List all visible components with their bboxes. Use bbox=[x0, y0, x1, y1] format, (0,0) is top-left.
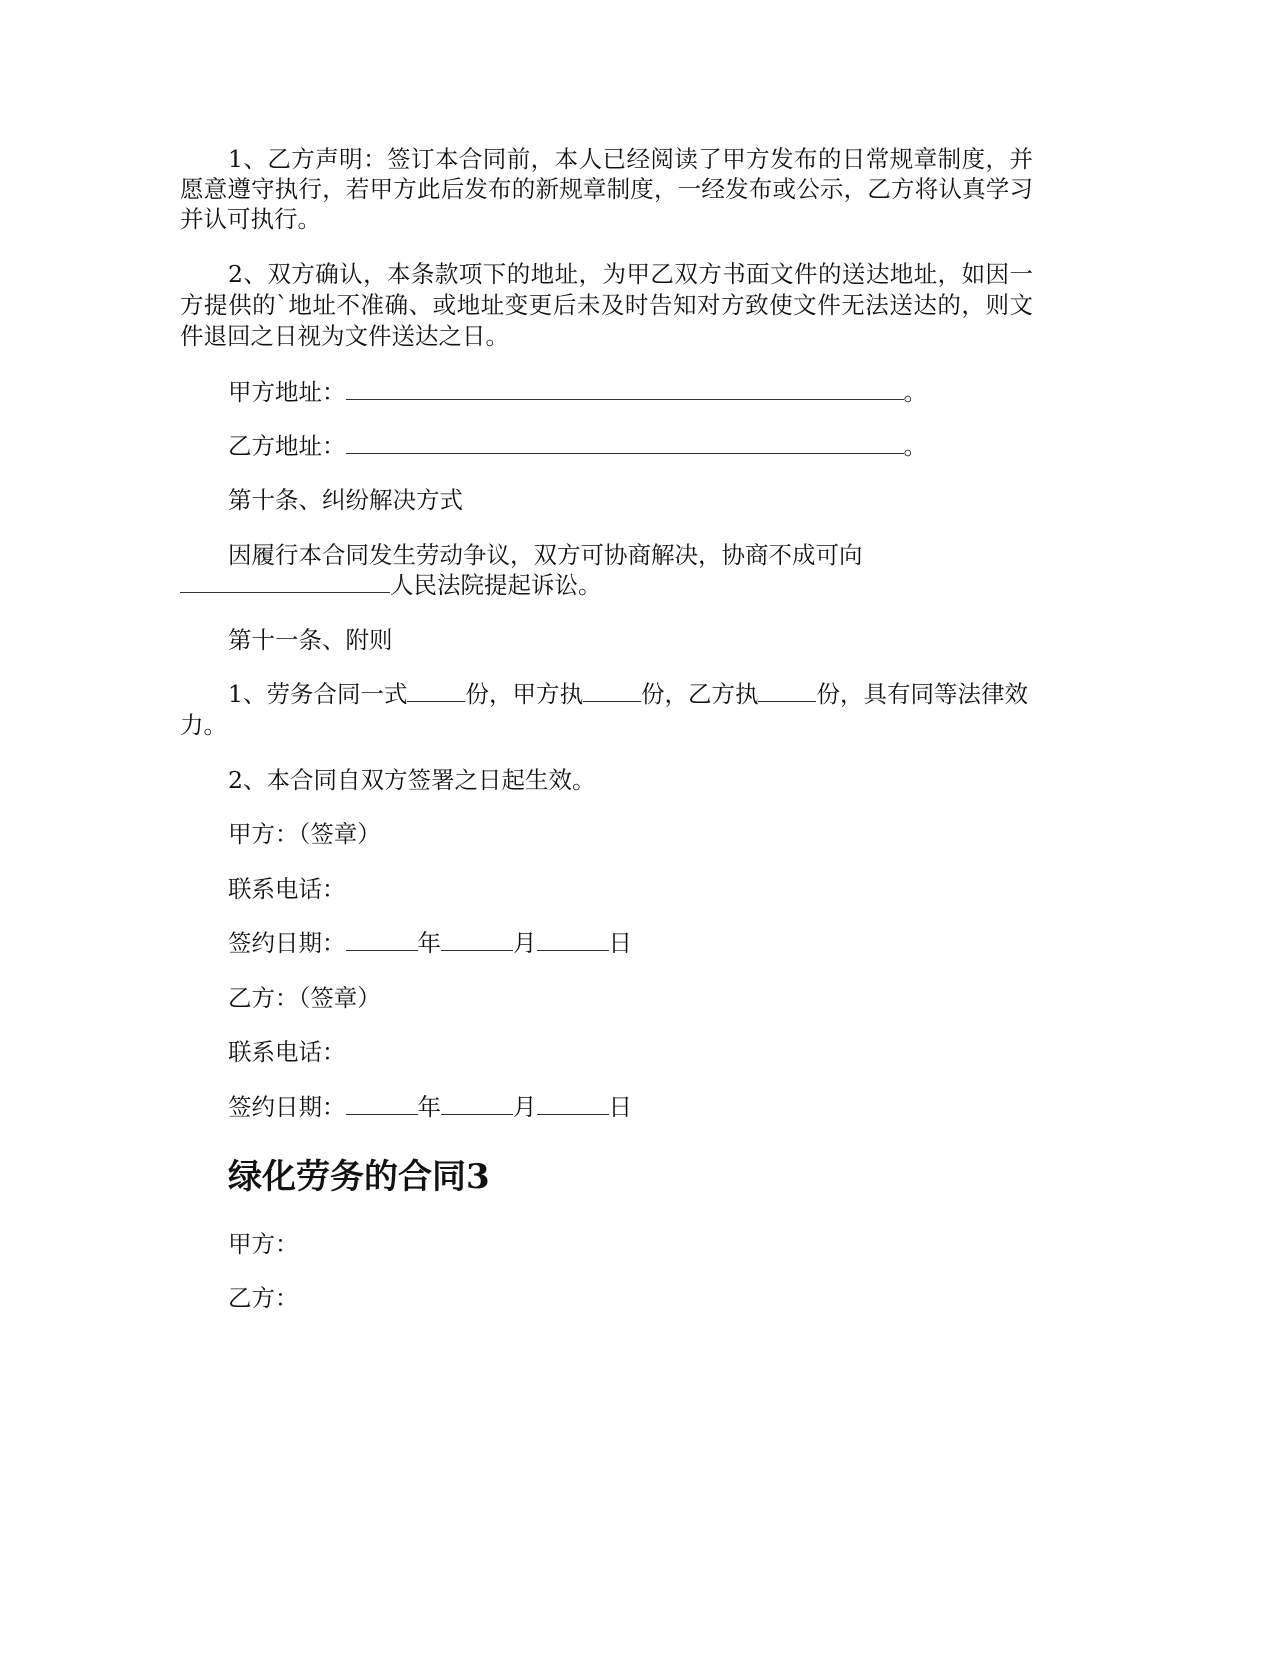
blank-field bbox=[346, 431, 904, 454]
text-line: 愿意遵守执行，若甲方此后发布的新规章制度，一经发布或公示，乙方将认真学习 bbox=[180, 175, 1033, 203]
label: 签约日期： bbox=[228, 1093, 346, 1121]
text-line: 2、双方确认，本条款项下的地址，为甲乙双方书面文件的送达地址，如因一 bbox=[228, 260, 1033, 288]
text-line: 方提供的`地址不准确、或地址变更后未及时告知对方致使文件无法送达的，则文 bbox=[180, 291, 1033, 319]
party-a-address bbox=[228, 377, 927, 407]
party-a-label: 甲方： bbox=[228, 1230, 299, 1258]
text: 月 bbox=[513, 1093, 537, 1121]
punct: 。 bbox=[903, 432, 927, 460]
text: 日 bbox=[608, 1093, 632, 1121]
blank-field bbox=[583, 679, 641, 702]
blank-field bbox=[346, 1092, 418, 1115]
blank-field bbox=[180, 570, 390, 593]
blank-field bbox=[537, 928, 609, 951]
text: 日 bbox=[608, 929, 632, 957]
blank-field bbox=[407, 679, 465, 702]
text: 人民法院提起诉讼。 bbox=[390, 571, 602, 599]
blank-field bbox=[346, 377, 904, 400]
text-line: 件退回之日视为文件送达之日。 bbox=[180, 322, 509, 350]
party-b-seal: 乙方：（签章） bbox=[228, 984, 381, 1012]
text-line: 因履行本合同发生劳动争议，双方可协商解决，协商不成可向 bbox=[228, 541, 863, 569]
text-line: 力。 bbox=[180, 711, 227, 739]
party-b-phone: 联系电话： bbox=[228, 1038, 346, 1066]
text-line: 2、本合同自双方签署之日起生效。 bbox=[228, 766, 596, 794]
text: 1、劳务合同一式 bbox=[228, 680, 408, 708]
text-line bbox=[228, 679, 1028, 709]
text: 年 bbox=[417, 1093, 441, 1121]
label: 甲方地址： bbox=[228, 378, 346, 406]
label: 签约日期： bbox=[228, 929, 346, 957]
text: 份，具有同等法律效 bbox=[816, 680, 1028, 708]
text: 年 bbox=[417, 929, 441, 957]
article-10-title: 第十条、纠纷解决方式 bbox=[228, 486, 463, 514]
section-heading: 绿化劳务的合同3 bbox=[228, 1157, 490, 1197]
text: 份，乙方执 bbox=[640, 680, 759, 708]
article-11-title: 第十一条、附则 bbox=[228, 626, 393, 654]
party-a-seal: 甲方：（签章） bbox=[228, 820, 381, 848]
text: 月 bbox=[513, 929, 537, 957]
party-b-address bbox=[228, 431, 927, 461]
blank-field bbox=[346, 928, 418, 951]
blank-field bbox=[537, 1092, 609, 1115]
text: 份，甲方执 bbox=[465, 680, 583, 708]
label: 乙方地址： bbox=[228, 432, 346, 460]
text-line bbox=[180, 570, 602, 600]
blank-field bbox=[441, 928, 513, 951]
blank-field bbox=[441, 1092, 513, 1115]
blank-field bbox=[758, 679, 816, 702]
text-line: 1、乙方声明：签订本合同前，本人已经阅读了甲方发布的日常规章制度，并 bbox=[228, 145, 1033, 173]
party-a-date bbox=[228, 928, 632, 958]
text-line: 并认可执行。 bbox=[180, 205, 321, 233]
party-b-label: 乙方： bbox=[228, 1284, 299, 1312]
party-b-date bbox=[228, 1092, 632, 1122]
party-a-phone: 联系电话： bbox=[228, 875, 346, 903]
punct: 。 bbox=[903, 378, 927, 406]
